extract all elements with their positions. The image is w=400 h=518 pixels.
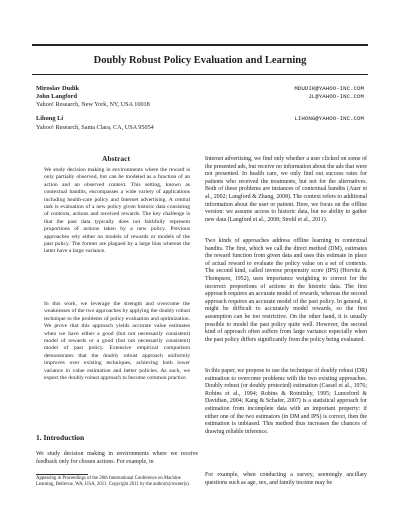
footnote: Appearing in Proceedings of the 28th International Conference on Machine Learning, Bellevue, WA, USA, 2011. Copyright 2011 by the author(s)/owner(s). <box>36 476 190 488</box>
body-paragraph: For example, when conducting a survey, seemingly ancillary questions such as age, sex, and family income may be <box>205 472 367 486</box>
body-paragraph: Internet advertising, we find only whether a user clicked on some of the presented ads, but receive no information about the ads that were not presented. In health care, we only find out success rates for patients who received the treatments, but not for the alternatives. Both of these problems are instances of contextual bandits (Auer et al., 2002; Langford & Zhang, 2008). The context refers to additional information about the user or patient. Here, we focus on the offline version: we assume access to historic data, but no ability to gather new data (Langford et al., 2008; Strehl et al., 2011). <box>205 156 367 223</box>
title-rule-top <box>32 44 368 46</box>
abstract-paragraph: We study decision making in environments where the reward is only partially observed, but can be modeled as a function of an action and an observed context. This setting, known as contextual bandits, encompasses a wide variety of applications including health-care policy and Internet advertising. A central task is evaluation of a new policy given historic data consisting of contexts, actions and received rewards. The key challenge is that the past data typically does not faithfully represent proportions of actions taken by a new policy. Previous approaches rely either on models of rewards or models of the past policy. The former are plagued by a large bias whereas the latter have a large variance. <box>44 167 190 255</box>
paper-title: Doubly Robust Policy Evaluation and Learning <box>93 55 307 66</box>
body-paragraph: Two kinds of approaches address offline learning in contextual bandits. The first, which we call the direct method (DM), estimates the reward function from given data and uses this estimate in place of actual reward to evaluate the policy value on a set of contexts. The second kind, called inverse propensity score (IPS) (Horvitz & Thompson, 1952), uses importance weighting to correct for the incorrect proportions of actions in the historic data. The first approach requires an accurate model of rewards, whereas the second approach requires an accurate model of the past policy. In general, it might be difficult to accurately model rewards, so the first assumption can be too restrictive. On the other hand, it is usually possible to model the past policy quite well. However, the second kind of approach often suffers from large variance especially when the past policy differs significantly from the policy being evaluated. <box>205 238 367 343</box>
abstract-heading: Abstract <box>102 154 130 163</box>
author-email: LIHONG@YAHOO-INC.COM <box>294 115 364 122</box>
author-affiliation: Yahoo! Research, New York, NY, USA 10018 <box>36 101 150 108</box>
author-affiliation: Yahoo! Research, Santa Clara, CA, USA 95054 <box>36 124 154 131</box>
title-rule-bottom <box>32 74 368 75</box>
author-email: MDUDIK@YAHOO-INC.COM <box>294 85 364 92</box>
abstract-paragraph: In this work, we leverage the strength and overcome the weaknesses of the two approaches by applying the doubly robust technique to the problems of policy evaluation and optimization. We prove that this approach yields accurate value estimates when we have either a good (but not necessarily consistent) model of rewards or a good (but not necessarily consistent) model of past policy. Extensive empirical comparison demonstrates that the doubly robust approach uniformly improves over existing techniques, achieving both lower variance in value estimation and better policies. As such, we expect the doubly robust approach to become common practice. <box>44 301 190 382</box>
body-paragraph: In this paper, we propose to use the technique of doubly robust (DR) estimation to overcome problems with the two existing approaches. Doubly robust (or doubly protected) estimation (Cassel et al., 1976; Robins et al., 1994; Robins & Rotnitzky, 1995; Lunceford & Davidian, 2004; Kang & Schafer, 2007) is a statistical approach for estimation from incomplete data with an important property: if either one of the two estimators (in DM and IPS) is correct, then the estimation is unbiased. This method thus increases the chances of drawing reliable inference. <box>205 368 367 435</box>
author-name: Miroslav Dudík <box>36 85 80 92</box>
author-email: JL@YAHOO-INC.COM <box>308 93 364 100</box>
author-name: John Langford <box>36 93 78 100</box>
footnote-rule <box>36 474 88 475</box>
section-heading: 1. Introduction <box>36 433 85 442</box>
author-name: Lihong Li <box>36 115 64 122</box>
intro-paragraph: We study decision making in environments where we receive feedback only for chosen actions. For example, in <box>36 451 198 465</box>
